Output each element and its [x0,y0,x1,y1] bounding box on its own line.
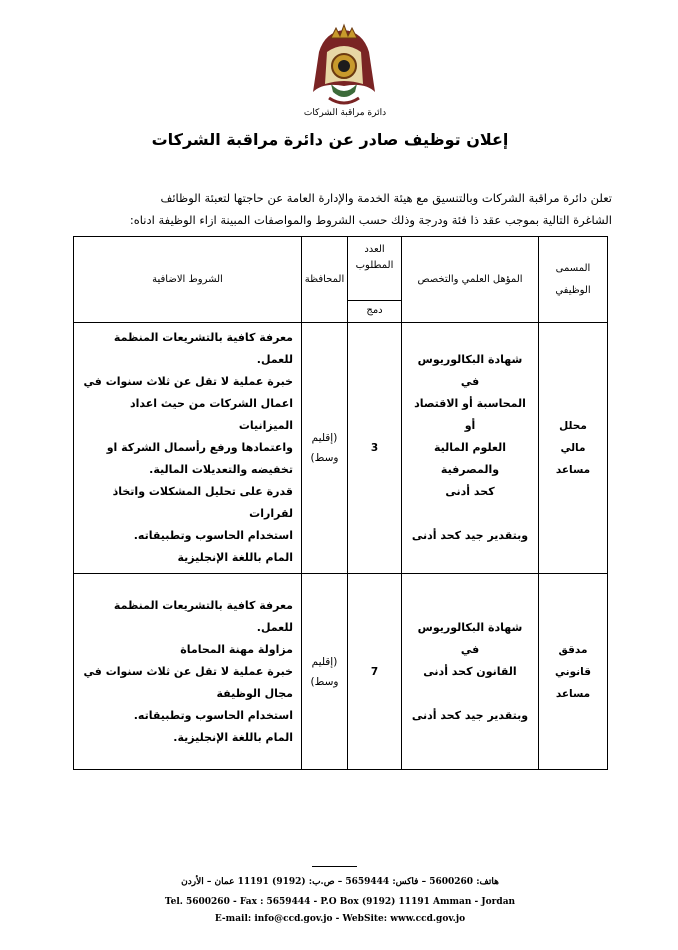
job-conditions [74,574,302,770]
qualification-line: كحد أدنى [445,485,495,498]
jordan-crown-emblem-icon [305,22,383,120]
footer-arabic: هاتف: 5600260 – فاكس: 5659444 – ص.ب: (9192) 11191 عمان – الأردن [181,877,499,887]
condition-line: المام باللغة الإنجليزية. [173,730,293,744]
table-row [74,323,608,574]
qualification-line: المحاسبة أو الاقتصاد أو [414,397,526,432]
qualification-line: شهادة البكالوريوس في [417,353,523,388]
condition-line: تخفيضه والتعديلات المالية. [149,463,293,476]
intro-line: الشاغرة التالية بموجب عقد ذا فئة ودرجة وذلك حسب الشروط والمواصفات المبينة ازاء الوظيفة ادناه: [129,213,612,227]
job-count: 7 [348,574,402,770]
condition-line: خبرة عملية لا تقل عن ثلاث سنوات في [83,375,293,388]
table-row [74,574,608,770]
job-qualification [402,323,539,574]
page-title: إعلان توظيف صادر عن دائرة مراقبة الشركات [151,130,509,149]
header-governorate: المحافظة [302,237,348,323]
condition-line: خبرة عملية لا تقل عن ثلاث سنوات في [83,664,293,678]
condition-line: المام باللغة الإنجليزية [177,551,293,564]
job-title: مدقق قانوني مساعد [539,574,608,770]
intro-line: تعلن دائرة مراقبة الشركات وبالتنسيق مع هيئة الخدمة والإدارة العامة عن حاجتها لتعبئة الوظائف [160,191,612,205]
condition-line: اعمال الشركات من حيث اعداد الميزانيات [130,397,293,432]
job-title: محلل مالي مساعد [539,323,608,574]
condition-line: قدرة على تحليل المشكلات واتخاذ لقرارات [112,485,293,520]
intro-paragraph [92,187,612,231]
condition-line: استخدام الحاسوب وتطبيقاته. [133,708,293,722]
condition-line: معرفة كافية بالتشريعات المنظمة للعمل. [113,331,293,366]
table-header-row [74,237,608,323]
header-qualification: المؤهل العلمي والتخصص [402,237,539,323]
qualification-line: القانون كحد أدنى [423,664,517,678]
qualification-line: العلوم المالية والمصرفية [433,441,507,476]
job-governorate: (إقليم وسط) [302,574,348,770]
job-qualification [402,574,539,770]
qualification-line: وبتقدير جيد كحد أدنى [411,529,529,542]
condition-line: مزاولة مهنة المحاماة [180,642,293,656]
header-count-sub: دمج [366,305,383,316]
jobs-table [73,236,608,770]
footer-contact: E-mail: info@ccd.gov.jo - WebSite: www.ccd.gov.jo [214,914,466,924]
job-count: 3 [348,323,402,574]
footer-english: Tel. 5600260 - Fax : 5659444 - P.O Box (9192) 11191 Amman - Jordan [164,897,516,907]
condition-line: معرفة كافية بالتشريعات المنظمة للعمل. [113,598,293,634]
job-governorate: (إقليم وسط) [302,323,348,574]
header-count [348,237,402,323]
header-conditions: الشروط الاضافية [74,237,302,323]
qualification-line: شهادة البكالوريوس في [417,620,523,656]
header-count-label: العدد المطلوب [348,238,401,301]
footer-divider [312,866,357,867]
header-title: المسمى الوظيفي [539,237,608,323]
condition-line: مجال الوظيفة [216,686,293,700]
emblem-caption: دائرة مراقبة الشركات [303,108,387,118]
condition-line: واعتمادها ورفع رأسمال الشركة او [106,441,293,454]
job-conditions [74,323,302,574]
condition-line: استخدام الحاسوب وتطبيقاته. [133,529,293,542]
qualification-line: وبتقدير جيد كحد أدنى [411,708,529,722]
